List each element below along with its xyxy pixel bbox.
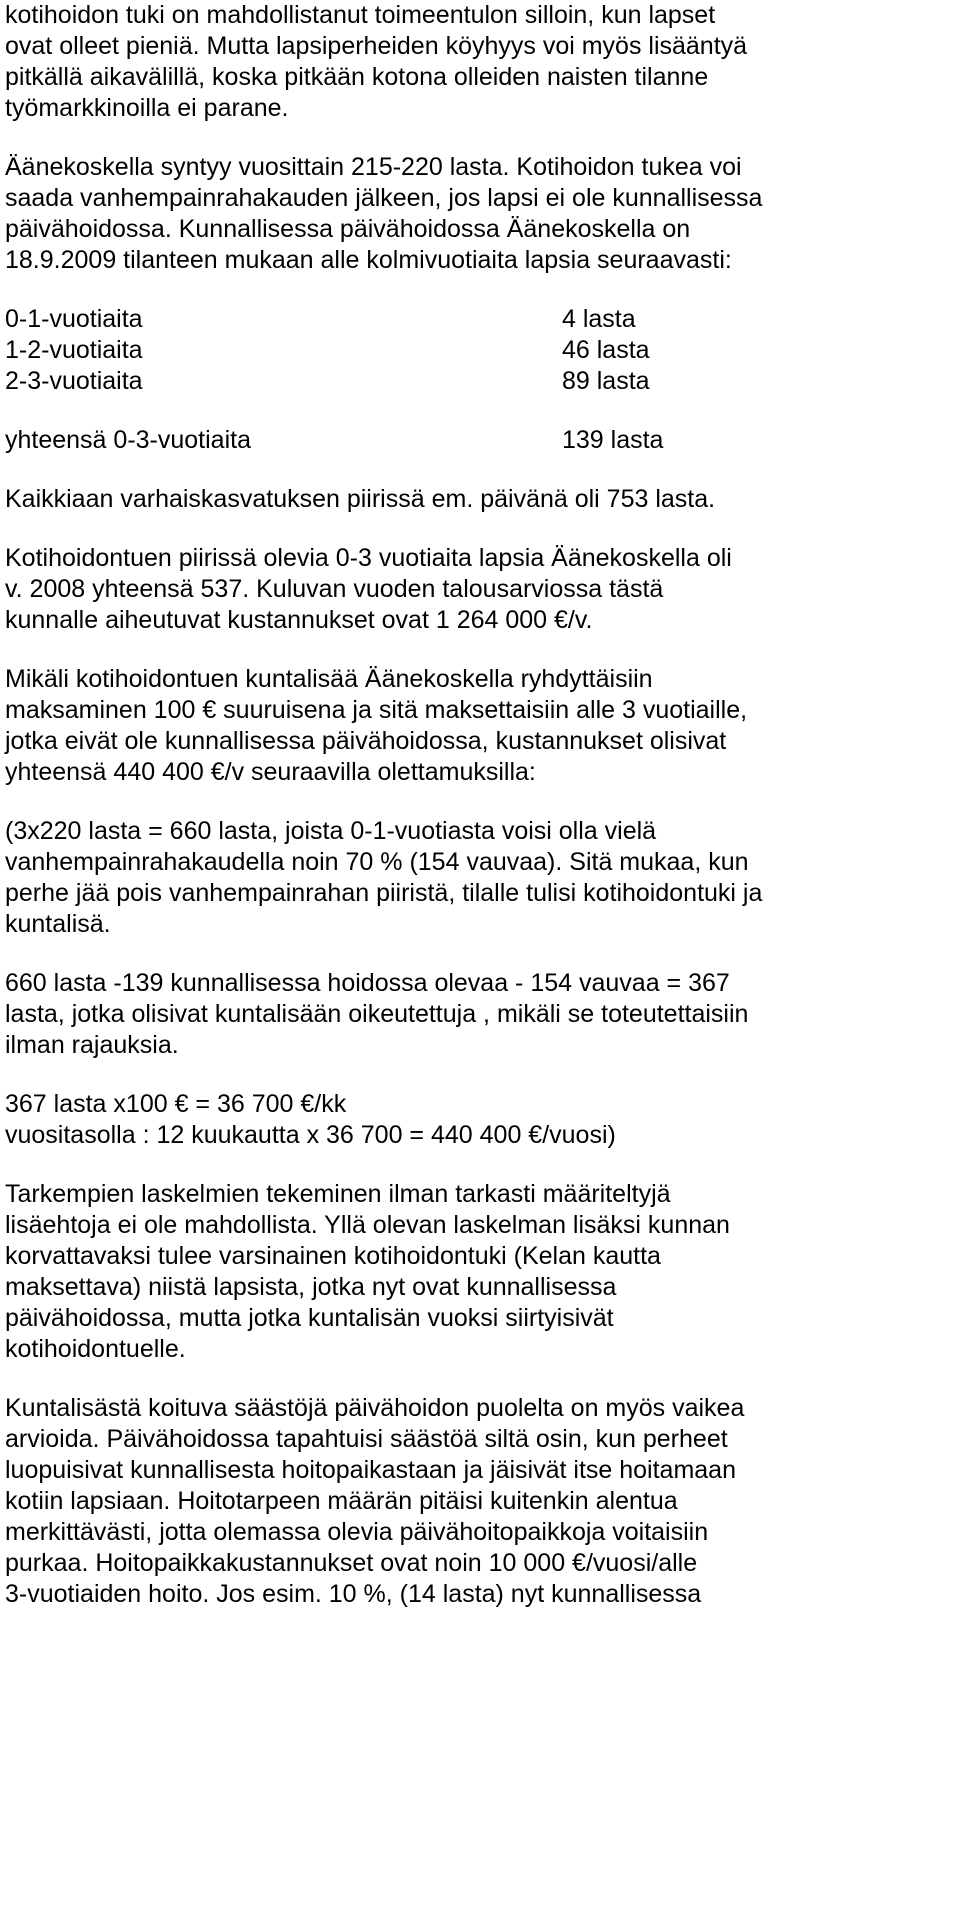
text-line: kotihoidon tuki on mahdollistanut toimeentulon silloin, kun lapset — [5, 1, 716, 29]
paragraph-1 — [5, 0, 955, 124]
text-line: 660 lasta -139 kunnallisessa hoidossa olevaa - 154 vauvaa = 367 — [5, 969, 730, 997]
total-label: yhteensä 0-3-vuotiaita — [5, 426, 251, 454]
table-row — [5, 335, 955, 366]
text-line: v. 2008 yhteensä 537. Kuluvan vuoden talousarviossa tästä — [5, 575, 664, 603]
text-line: Kotihoidontuen piirissä olevia 0-3 vuotiaita lapsia Äänekoskella oli — [5, 544, 732, 572]
child-count: 4 lasta — [562, 305, 636, 333]
paragraph-7 — [5, 968, 955, 1061]
text-line: kotiin lapsiaan. Hoitotarpeen määrän pitäisi kuitenkin alentua — [5, 1487, 678, 1515]
paragraph-2 — [5, 152, 955, 276]
text-line: perhe jää pois vanhempainrahan piiristä, tilalle tulisi kotihoidontuki ja — [5, 879, 763, 907]
text-line: (3x220 lasta = 660 lasta, joista 0-1-vuotiasta voisi olla vielä — [5, 817, 657, 845]
text-line: kotihoidontuelle. — [5, 1335, 186, 1363]
children-count-table — [5, 304, 955, 456]
text-line: päivähoidossa. Kunnallisessa päivähoidossa Äänekoskella on — [5, 215, 691, 243]
paragraph-4 — [5, 543, 955, 636]
text-line: maksettava) niistä lapsista, jotka nyt ovat kunnallisessa — [5, 1273, 617, 1301]
child-count: 89 lasta — [562, 367, 650, 395]
text-line: työmarkkinoilla ei parane. — [5, 94, 289, 122]
text-line: 367 lasta x100 € = 36 700 €/kk — [5, 1090, 347, 1118]
table-total-row — [5, 425, 955, 456]
text-line: vuositasolla : 12 kuukautta x 36 700 = 440 400 €/vuosi) — [5, 1121, 616, 1149]
age-group-label: 1-2-vuotiaita — [5, 336, 143, 364]
paragraph-6 — [5, 816, 955, 940]
text-line: Tarkempien laskelmien tekeminen ilman tarkasti määriteltyjä — [5, 1180, 671, 1208]
table-row — [5, 366, 955, 397]
text-line: saada vanhempainrahakauden jälkeen, jos lapsi ei ole kunnallisessa — [5, 184, 763, 212]
text-line: lisäehtoja ei ole mahdollista. Yllä olevan laskelman lisäksi kunnan — [5, 1211, 730, 1239]
paragraph-8 — [5, 1089, 955, 1151]
text-line: purkaa. Hoitopaikkakustannukset ovat noin 10 000 €/vuosi/alle — [5, 1549, 698, 1577]
text-line: päivähoidossa, mutta jotka kuntalisän vuoksi siirtyisivät — [5, 1304, 614, 1332]
age-group-label: 0-1-vuotiaita — [5, 305, 143, 333]
text-line: 18.9.2009 tilanteen mukaan alle kolmivuotiaita lapsia seuraavasti: — [5, 246, 732, 274]
text-line: jotka eivät ole kunnallisessa päivähoidossa, kustannukset olisivat — [5, 727, 727, 755]
table-row — [5, 304, 955, 335]
paragraph-9 — [5, 1179, 955, 1365]
text-line: pitkällä aikavälillä, koska pitkään kotona olleiden naisten tilanne — [5, 63, 709, 91]
text-line: arvioida. Päivähoidossa tapahtuisi säästöä siltä osin, kun perheet — [5, 1425, 728, 1453]
text-line: ilman rajauksia. — [5, 1031, 179, 1059]
text-line: kuntalisä. — [5, 910, 111, 938]
child-count: 46 lasta — [562, 336, 650, 364]
text-line: Mikäli kotihoidontuen kuntalisää Äänekoskella ryhdyttäisiin — [5, 665, 653, 693]
document-page — [5, 0, 955, 1610]
paragraph-10 — [5, 1393, 955, 1610]
text-line: vanhempainrahakaudella noin 70 % (154 vauvaa). Sitä mukaa, kun — [5, 848, 749, 876]
text-line: kunnalle aiheutuvat kustannukset ovat 1 264 000 €/v. — [5, 606, 593, 634]
text-line: yhteensä 440 400 €/v seuraavilla olettamuksilla: — [5, 758, 536, 786]
text-line: maksaminen 100 € suuruisena ja sitä maksettaisiin alle 3 vuotiaille, — [5, 696, 748, 724]
text-line: luopuisivat kunnallisesta hoitopaikastaan ja jäisivät itse hoitamaan — [5, 1456, 736, 1484]
paragraph-5 — [5, 664, 955, 788]
text-line: lasta, jotka olisivat kuntalisään oikeutettuja , mikäli se toteutettaisiin — [5, 1000, 749, 1028]
text-line: korvattavaksi tulee varsinainen kotihoidontuki (Kelan kautta — [5, 1242, 661, 1270]
text-line: Äänekoskella syntyy vuosittain 215-220 lasta. Kotihoidon tukea voi — [5, 153, 742, 181]
total-count: 139 lasta — [562, 426, 664, 454]
text-line: 3-vuotiaiden hoito. Jos esim. 10 %, (14 lasta) nyt kunnallisessa — [5, 1580, 702, 1608]
age-group-label: 2-3-vuotiaita — [5, 367, 143, 395]
text-line: Kuntalisästä koituva säästöjä päivähoidon puolelta on myös vaikea — [5, 1394, 745, 1422]
text-line: ovat olleet pieniä. Mutta lapsiperheiden köyhyys voi myös lisääntyä — [5, 32, 748, 60]
text-line: merkittävästi, jotta olemassa olevia päivähoitopaikkoja voitaisiin — [5, 1518, 709, 1546]
text-line: Kaikkiaan varhaiskasvatuksen piirissä em. päivänä oli 753 lasta. — [5, 485, 716, 513]
paragraph-3 — [5, 484, 955, 515]
